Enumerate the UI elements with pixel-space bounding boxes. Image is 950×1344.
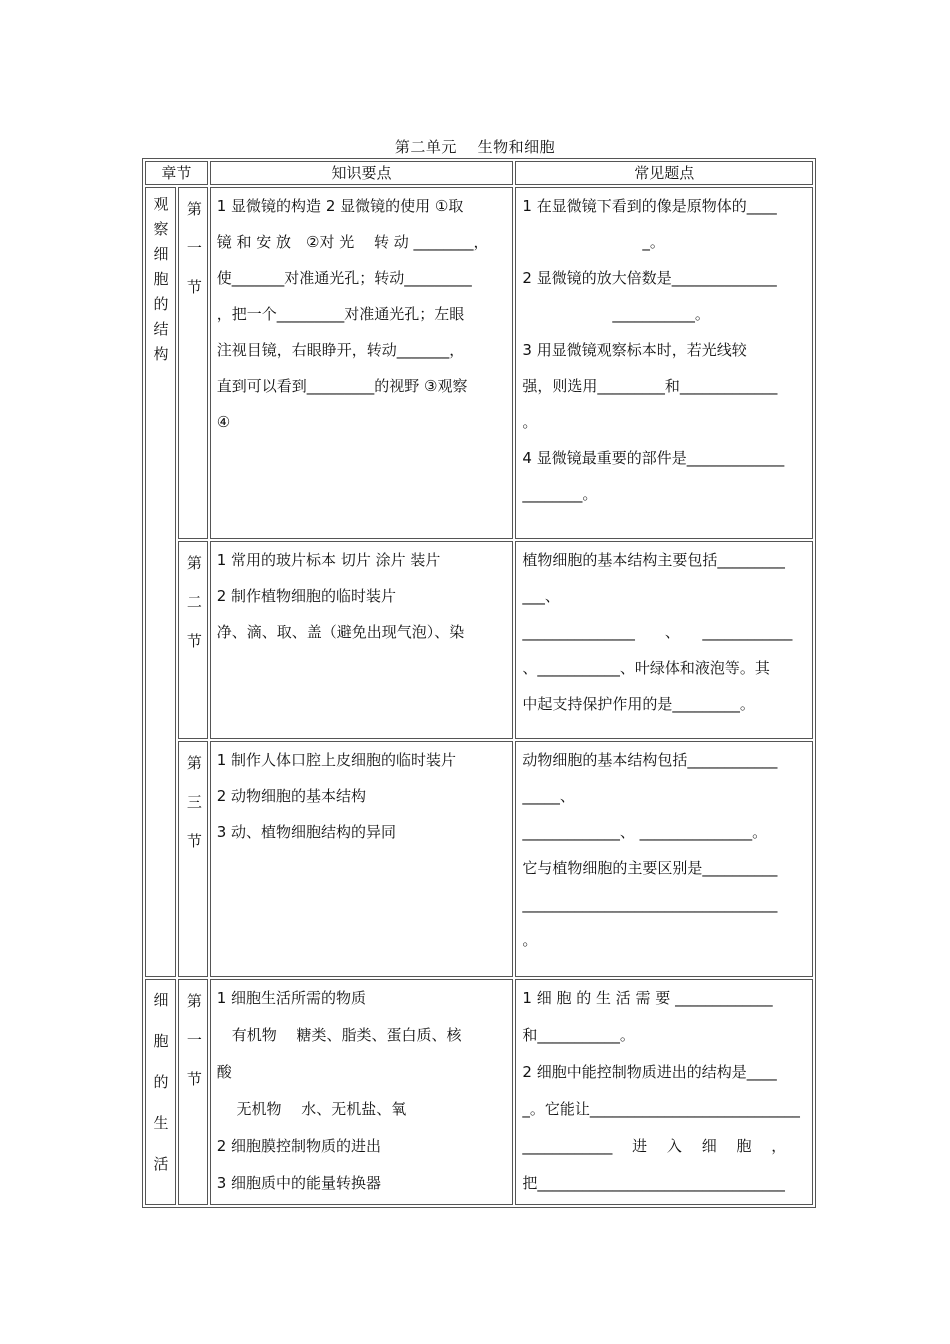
knowledge-line: 镜 和 安 放 ②对 光 转 动 ________， [216,233,489,251]
section-name: 第三节 [186,754,202,850]
question-line: 3 用显微镜观察标本时，若光线较 [522,341,747,359]
knowledge-line: 直到可以看到_________的视野 ③观察 [216,377,468,395]
question-line: _______________ 、 ____________ [522,623,793,641]
knowledge-line: 使_______对准通光孔；转动_________ [216,269,472,287]
question-line: 它与植物细胞的主要区别是__________ [522,859,778,877]
knowledge-line: ④ [216,413,231,431]
section-cell [178,979,207,1205]
chapter-name: 细胞的生活 [153,991,169,1173]
chapter-cell [145,187,176,977]
knowledge-line: 净、滴、取、盖（避免出现气泡）、染 [216,623,465,641]
question-line: 1 细 胞 的 生 活 需 要 _____________ [522,989,773,1007]
question-line: 。 [522,931,538,949]
table-row [145,979,813,1205]
question-line: 。 [522,413,538,431]
header-questions: 常见题点 [515,161,813,185]
question-line: 、___________、叶绿体和液泡等。其 [522,659,770,677]
question-line: _____、 [522,787,575,805]
question-line: 2 显微镜的放大倍数是______________ [522,269,777,287]
section-cell [178,741,207,977]
knowledge-cell [210,187,514,539]
section-name: 第一节 [186,992,202,1088]
questions-cell [515,541,813,739]
question-line: 中起支持保护作用的是_________。 [522,695,755,713]
question-line: __________________________________ [522,895,778,913]
knowledge-cell [210,741,514,977]
questions-cell [515,187,813,539]
section-cell [178,541,207,739]
table-row [145,541,813,739]
header-knowledge: 知识要点 [210,161,514,185]
page-title: 第二单元 生物和细胞 [394,138,556,156]
chapter-name: 观察细胞的结构 [153,195,169,363]
knowledge-line: ，把一个_________对准通光孔；左眼 [216,305,465,323]
question-line: ____________ 进 入 细 胞 ， [522,1137,787,1155]
question-line: 强，则选用_________和_____________ [522,377,778,395]
section-name: 第二节 [186,554,202,650]
knowledge-line: 3 细胞质中的能量转换器 [216,1174,382,1192]
question-line: 和___________。 [522,1026,635,1044]
table-row [145,741,813,977]
question-line: ___________。 [522,305,710,323]
section-name: 第一节 [186,200,202,296]
question-line: 4 显微镜最重要的部件是_____________ [522,449,785,467]
table-header-row [145,161,813,185]
knowledge-table [142,158,816,1208]
knowledge-cell [210,979,514,1205]
knowledge-line: 酸 [216,1063,232,1081]
questions-cell [515,979,813,1205]
question-line: _____________、 _______________。 [522,823,768,841]
section-cell [178,187,207,539]
knowledge-line: 3 动、植物细胞结构的异同 [216,823,397,841]
knowledge-line: 2 动物细胞的基本结构 [216,787,367,805]
questions-cell [515,741,813,977]
question-line: 植物细胞的基本结构主要包括_________ [522,551,785,569]
question-line: 把_________________________________ [522,1174,785,1192]
question-line: 2 细胞中能控制物质进出的结构是____ [522,1063,777,1081]
question-line: 1 在显微镜下看到的像是原物体的____ [522,197,777,215]
knowledge-line: 1 细胞生活所需的物质 [216,989,367,1007]
chapter-cell [145,979,176,1205]
question-line: _。它能让____________________________ [522,1100,800,1118]
question-line: _。 [522,233,665,251]
knowledge-line: 1 常用的玻片标本 切片 涂片 装片 [216,551,441,569]
knowledge-line: 2 制作植物细胞的临时装片 [216,587,397,605]
knowledge-line: 注视目镜，右眼睁开，转动_______， [216,341,465,359]
question-line: ________。 [522,485,598,503]
table-row [145,187,813,539]
knowledge-line: 1 制作人体口腔上皮细胞的临时装片 [216,751,457,769]
knowledge-line: 2 细胞膜控制物质的进出 [216,1137,382,1155]
question-line: ___、 [522,587,560,605]
knowledge-line: 无机物 水、无机盐、氧 [216,1100,407,1118]
knowledge-line: 1 显微镜的构造 2 显微镜的使用 ①取 [216,197,464,215]
question-line: 动物细胞的基本结构包括____________ [522,751,778,769]
header-chapter: 章节 [145,161,208,185]
knowledge-cell [210,541,514,739]
knowledge-line: 有机物 糖类、脂类、蛋白质、核 [216,1026,462,1044]
